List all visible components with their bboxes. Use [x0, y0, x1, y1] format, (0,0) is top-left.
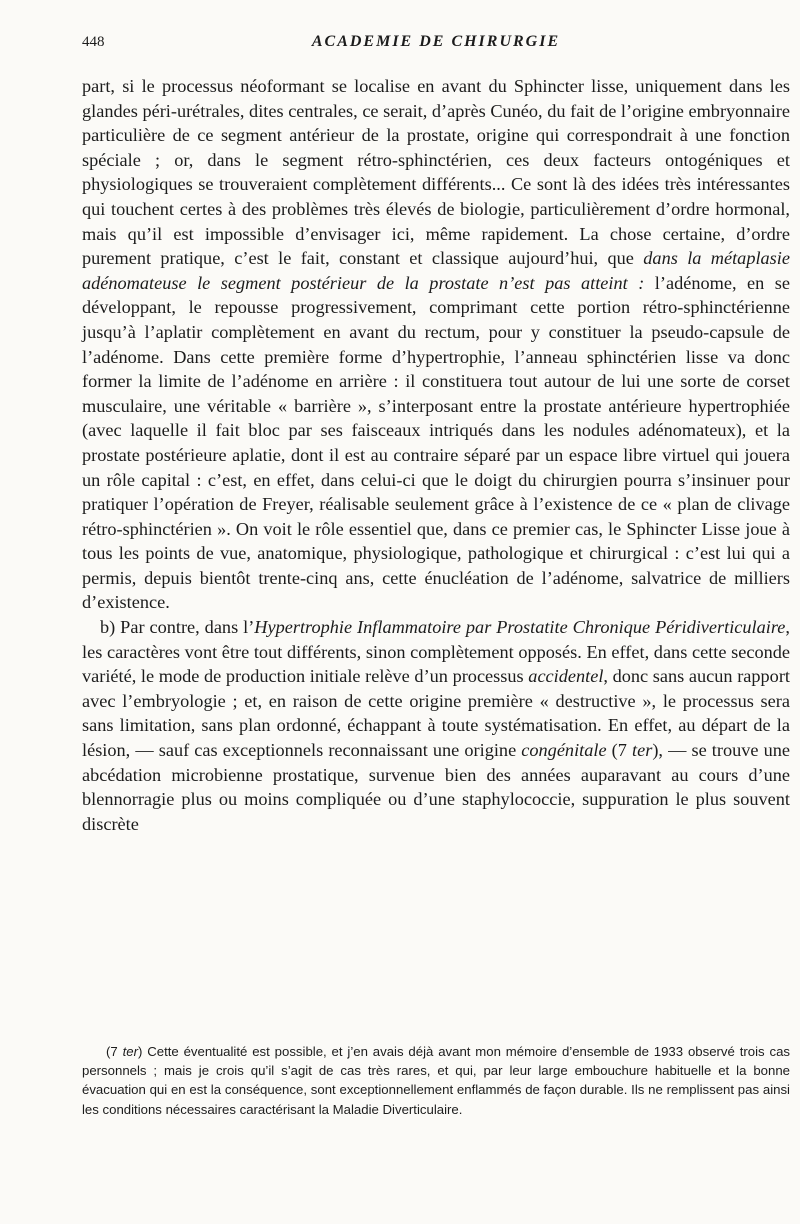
paragraph-1 [82, 74, 790, 615]
p2-text-3: , donc sans aucun rapport avec l’embryologie ; et, en raison de cette origine première « destructive », le processus sera sans limitation, sans plan ordonné, échappant à toute systématisation. En effet, au départ de la lésion, — sauf cas exceptionnels reconnaissant une origine [82, 666, 790, 761]
p1-text-1: part, si le processus néoformant se localise en avant du Sphincter lisse, uniquement dans les glandes péri-urétrales, dites centrales, ce serait, d’après Cunéo, du fait de l’origine embryonnaire particulière de ce segment antérieur de la prostate, origine qui correspondrait à une fonction spéciale ; or, dans le segment rétro-sphinctérien, ces deux facteurs ontogéniques et physiologiques se trouveraient complètement différents... Ce sont là des idées très intéressantes qui touchent certes à des problèmes très élevés de biologie, particulièrement d’ordre hormonal, mais qu’il est impossible d’envisager ici, même rapidement. La chose certaine, d’ordre purement pratique, c’est le fait, constant et classique aujourd’hui, que [82, 76, 790, 269]
running-title: ACADEMIE DE CHIRURGIE [311, 33, 561, 50]
footnote [82, 1042, 790, 1119]
p2-text-5: ), — se trouve une abcédation microbienne prostatique, survenue bien des années auparavant au cours d’une blennorragie plus ou moins compliquée ou d’une staphylococcie, suppuration le plus souvent discrète [82, 740, 790, 834]
p2-italic-4: ter [632, 740, 653, 761]
body-text [82, 74, 790, 836]
page-number: 448 [82, 34, 105, 50]
page-header [82, 34, 790, 56]
paragraph-2 [82, 615, 790, 836]
p2-text-2: , les caractères vont être tout différents, sinon complètement opposés. En effet, dans cette seconde variété, le mode de production initiale relève d’un processus [82, 617, 790, 687]
footnote-italic-1: ter [122, 1044, 138, 1059]
p2-text-1: b) Par contre, dans l’ [100, 617, 255, 638]
footnote-text-1: (7 [106, 1044, 123, 1059]
footnote-text-2: ) Cette éventualité est possible, et j’en avais déjà avant mon mémoire d’ensemble de 1933 observé trois cas personnels ; mais je crois qu’il s’agit de cas très rares, et qui, par leur large embouchure habituelle et la bonne évacuation qui en est la conséquence, sont exceptionnellement enflammés de façon durable. Ils ne remplissent pas ainsi les conditions nécessaires caractérisant la Maladie Diverticulaire. [82, 1044, 790, 1117]
p2-text-4: (7 [606, 740, 633, 761]
p1-text-2: l’adénome, en se développant, le repousse progressivement, comprimant cette portion rétro-sphinctérienne jusqu’à l’aplatir complètement en avant du rectum, pour y constituer la pseudo-capsule de l’adénome. Dans cette première forme d’hypertrophie, l’anneau sphinctérien lisse va donc former la limite de l’adénome en arrière : il constituera tout autour de lui une sorte de corset musculaire, une véritable « barrière », s’interposant entre la prostate antérieure hypertrophiée (avec laquelle il fait bloc par ses faisceaux intriqués dans les nodules adénomateux), et la prostate postérieure aplatie, dont il est au contraire séparé par un espace libre virtuel qui jouera un rôle capital : c’est, en effet, dans celui-ci que le doigt du chirurgien pourra s’insinuer pour pratiquer l’opération de Freyer, réalisable seulement grâce à l’existence de ce « plan de clivage rétro-sphinctérien ». On voit le rôle essentiel que, dans ce premier cas, le Sphincter Lisse joue à tous les points de vue, anatomique, physiologique, pathologique et chirurgical : c’est lui qui a permis, depuis bientôt trente-cinq ans, cette énucléation de l’adénome, salvatrice de milliers d’existence. [82, 272, 791, 613]
p2-italic-1: Hypertrophie Inflammatoire par Prostatite Chronique Péridiverticulaire [254, 617, 786, 638]
p2-italic-3: congénitale [521, 740, 607, 761]
p1-italic-1: dans la métaplasie adénomateuse le segment postérieur de la prostate n’est pas atteint : [82, 248, 790, 293]
p2-italic-2: accidentel [528, 666, 604, 687]
